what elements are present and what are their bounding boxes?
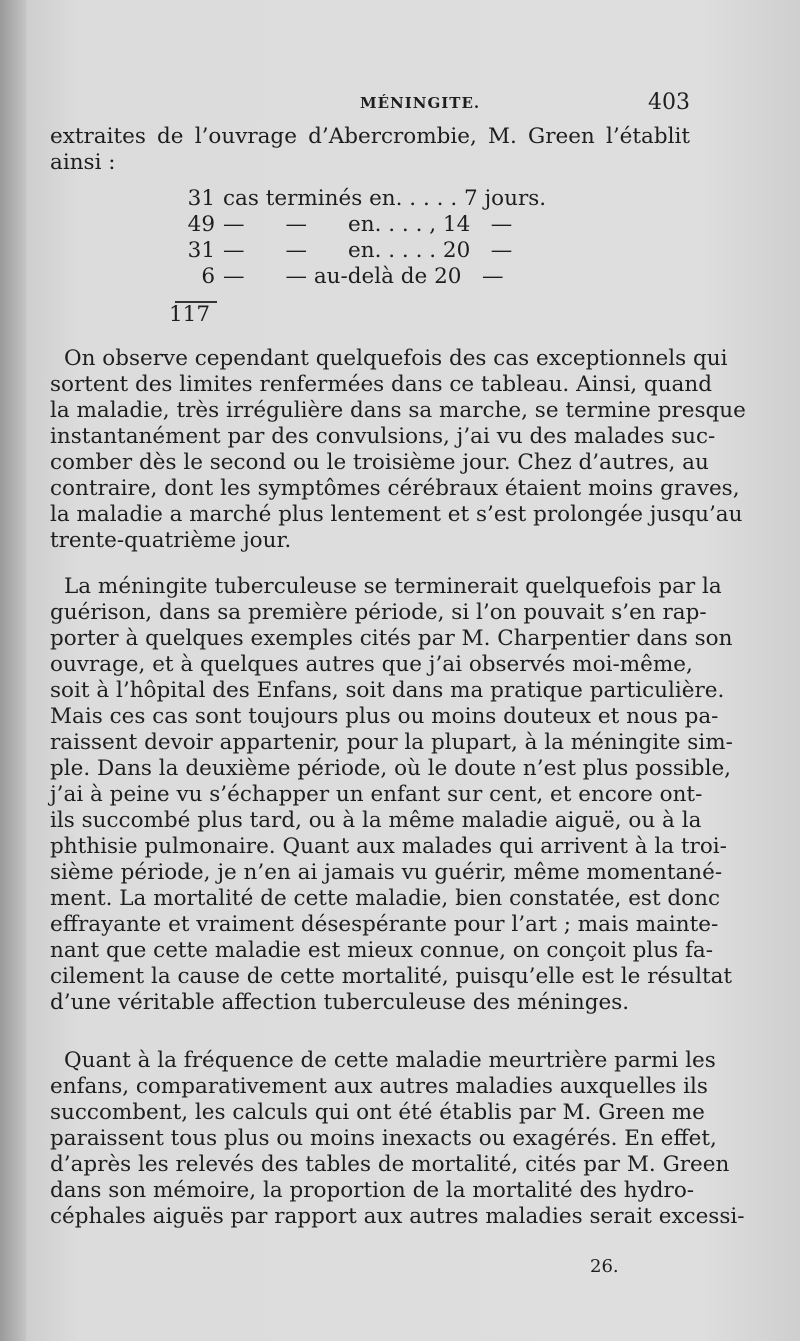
text-line: céphales aiguës par rapport aux autres maladies serait excessi- — [50, 1204, 745, 1229]
paragraph-2 — [50, 574, 733, 1016]
table-row — [175, 186, 547, 212]
table-text: — — au-delà de 20 — — [223, 264, 504, 289]
text-line: La méningite tuberculeuse se terminerait quelquefois par la — [64, 574, 722, 599]
text-line: ouvrage, et à quelques autres que j’ai observés moi-même, — [50, 652, 693, 677]
text-line: phthisie pulmonaire. Quant aux malades qui arrivent à la troi- — [50, 834, 727, 859]
table-text: cas terminés en. . . . . 7 jours. — [223, 186, 547, 211]
table-count: 49 — [187, 212, 215, 237]
text-line: ment. La mortalité de cette maladie, bien constatée, est donc — [50, 886, 721, 911]
duration-table — [169, 186, 547, 327]
text-line: trente-quatrième jour. — [50, 528, 292, 553]
text-line: porter à quelques exemples cités par M. Charpentier dans son — [50, 626, 733, 651]
text-line: sième période, je n’en ai jamais vu guérir, même momentané- — [50, 860, 723, 885]
text-line: la maladie, très irrégulière dans sa marche, se termine presque — [50, 398, 746, 423]
table-row — [175, 212, 535, 238]
text-line: On observe cependant quelquefois des cas exceptionnels qui — [64, 346, 728, 371]
page-gutter-shadow — [0, 0, 26, 1341]
text-line: instantanément par des convulsions, j’ai vu des malades suc- — [50, 424, 716, 449]
text-line: comber dès le second ou le troisième jour. Chez d’autres, au — [50, 450, 709, 475]
page-header — [50, 92, 690, 116]
table-text: — — en. . . . . 20 — — [223, 238, 513, 263]
text-line: extraites de l’ouvrage d’Abercrombie, M. Green l’établit — [50, 124, 690, 149]
table-count: 31 — [187, 238, 215, 263]
table-text: — — en. . . . , 14 — — [223, 212, 513, 237]
table-count: 6 — [201, 264, 215, 289]
page-number: 403 — [648, 90, 690, 115]
text-line: Quant à la fréquence de cette maladie meurtrière parmi les — [64, 1048, 716, 1073]
text-line: dans son mémoire, la proportion de la mortalité des hydro- — [50, 1178, 695, 1203]
text-line: guérison, dans sa première période, si l’on pouvait s’en rap- — [50, 600, 707, 625]
text-line: j’ai à peine vu s’échapper un enfant sur cent, et encore ont- — [50, 782, 703, 807]
running-title: MÉNINGITE. — [360, 94, 481, 112]
text-line: cilement la cause de cette mortalité, puisqu’elle est le résultat — [50, 964, 733, 989]
text-line: d’une véritable affection tuberculeuse des méninges. — [50, 990, 630, 1015]
text-line: nant que cette maladie est mieux connue, on conçoit plus fa- — [50, 938, 713, 963]
table-total: 117 — [169, 302, 211, 327]
text-line: d’après les relevés des tables de mortalité, cités par M. Green — [50, 1152, 730, 1177]
text-line: Mais ces cas sont toujours plus ou moins douteux et nous pa- — [50, 704, 719, 729]
text-line: soit à l’hôpital des Enfans, soit dans ma pratique particulière. — [50, 678, 725, 703]
intro-text — [50, 124, 690, 176]
text-line: paraissent tous plus ou moins inexacts ou exagérés. En effet, — [50, 1126, 717, 1151]
text-line: enfans, comparativement aux autres maladies auxquelles ils — [50, 1074, 708, 1099]
paragraph-3 — [50, 1048, 745, 1230]
text-line: contraire, dont les symptômes cérébraux étaient moins graves, — [50, 476, 740, 501]
text-line: ple. Dans la deuxième période, où le doute n’est plus possible, — [50, 756, 731, 781]
text-line: ainsi : — [50, 150, 116, 175]
text-line: succombent, les calculs qui ont été établis par M. Green me — [50, 1100, 705, 1125]
text-line: effrayante et vraiment désespérante pour l’art ; mais mainte- — [50, 912, 719, 937]
text-line: ils succombé plus tard, ou à la même maladie aiguë, ou à la — [50, 808, 702, 833]
table-row — [175, 238, 535, 264]
text-line: la maladie a marché plus lentement et s’est prolongée jusqu’au — [50, 502, 743, 527]
paragraph-1 — [50, 346, 746, 554]
text-line: raissent devoir appartenir, pour la plupart, à la méningite sim- — [50, 730, 733, 755]
signature-mark: 26. — [590, 1256, 619, 1277]
table-count: 31 — [187, 186, 215, 211]
text-line: sortent des limites renfermées dans ce tableau. Ainsi, quand — [50, 372, 712, 397]
table-row — [175, 264, 535, 290]
